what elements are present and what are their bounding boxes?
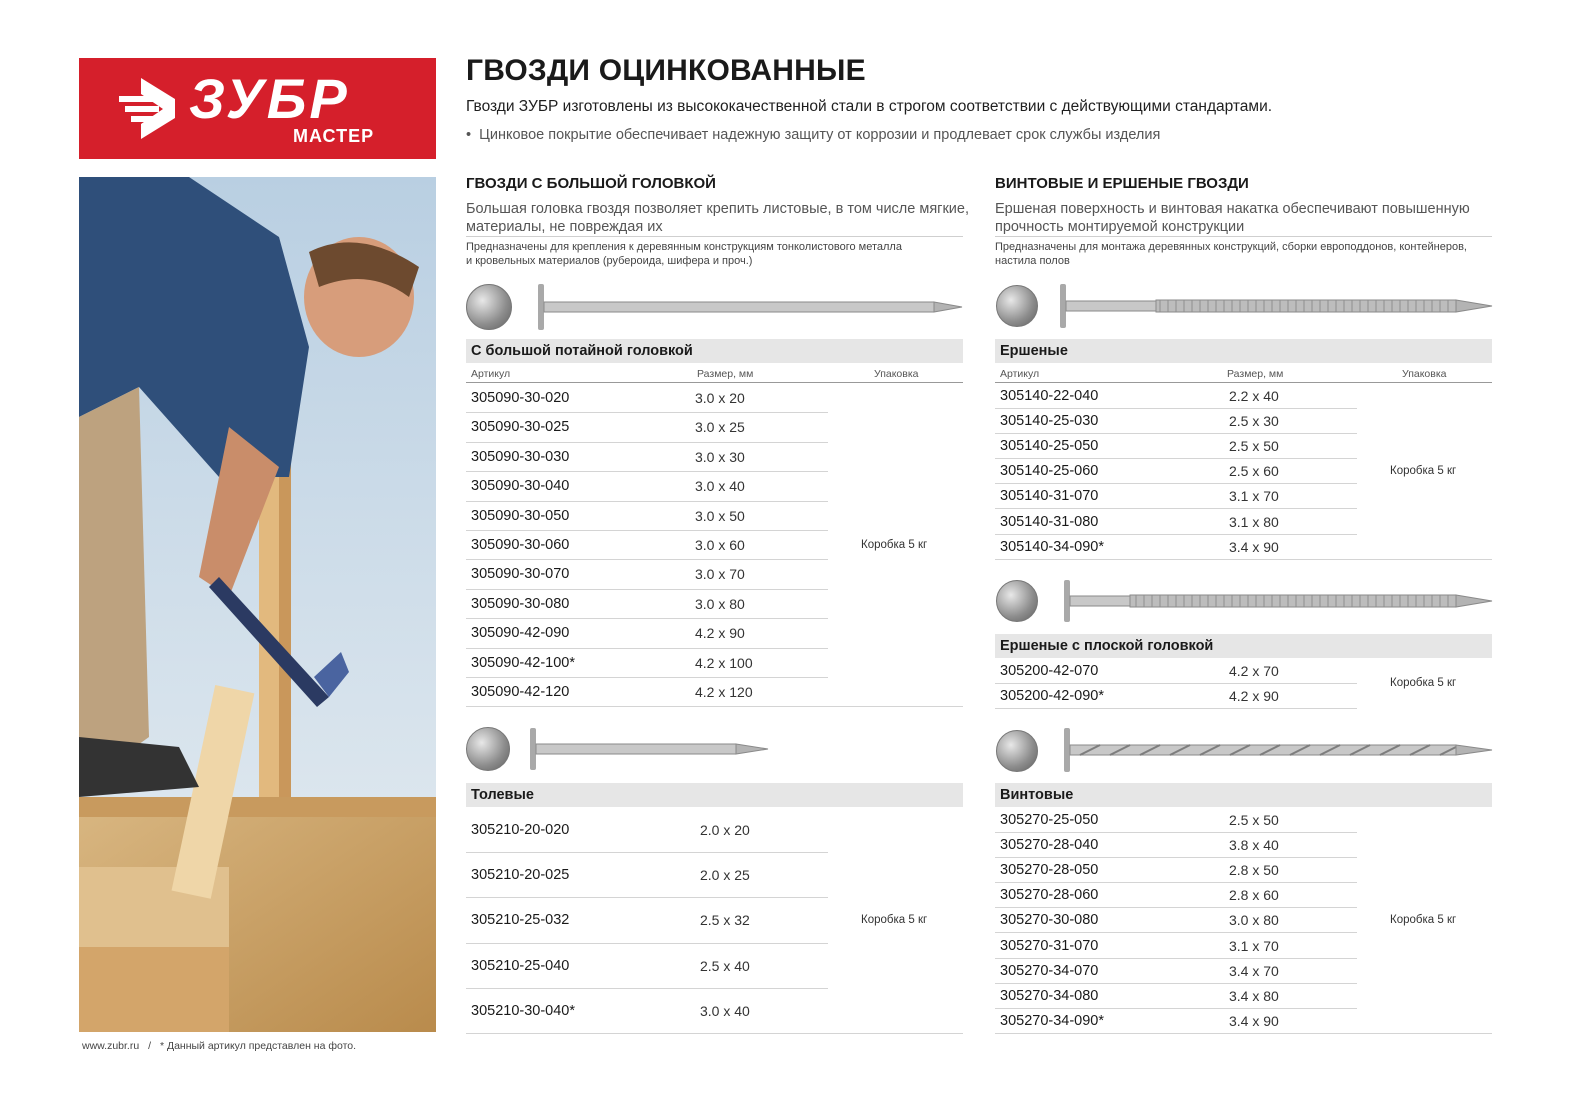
group-title: С большой потайной головкой	[466, 339, 963, 363]
size-cell: 3.0 x 50	[695, 507, 745, 524]
size-cell: 3.0 x 80	[695, 595, 745, 612]
left-heading: ГВОЗДИ С БОЛЬШОЙ ГОЛОВКОЙ	[466, 175, 716, 192]
nail-head-icon	[996, 580, 1038, 622]
table-row	[995, 858, 1492, 883]
size-cell: 2.0 x 20	[700, 822, 750, 838]
pack-label: Коробка 5 кг	[861, 539, 928, 551]
size-cell: 2.8 x 60	[1229, 887, 1279, 904]
size-cell: 3.4 x 80	[1229, 987, 1279, 1004]
col-header-pack: Упаковка	[874, 368, 919, 380]
size-cell: 3.0 x 30	[695, 448, 745, 465]
article-cell: 305210-20-020	[471, 822, 570, 838]
group-title: Винтовые	[995, 783, 1492, 807]
article-cell: 305270-31-070	[1000, 937, 1099, 954]
table-row	[466, 808, 963, 853]
roofing-nail-icon	[526, 726, 772, 772]
right-desc-2: прочность монтируемой конструкции	[995, 219, 1245, 235]
page-title: ГВОЗДИ ОЦИНКОВАННЫЕ	[466, 54, 866, 87]
size-cell: 3.0 x 25	[695, 419, 745, 436]
size-cell: 2.2 x 40	[1229, 388, 1279, 404]
right-note-2: настила полов	[995, 255, 1070, 267]
left-note-2: и кровельных материалов (рубероида, шифера и проч.)	[466, 255, 753, 267]
table-row	[995, 934, 1492, 959]
table-row	[995, 409, 1492, 434]
pack-label: Коробка 5 кг	[1390, 914, 1457, 926]
article-cell: 305140-25-030	[1000, 413, 1099, 430]
divider	[995, 382, 1492, 383]
table-row	[466, 649, 963, 678]
table-row	[995, 434, 1492, 459]
left-desc-1: Большая головка гвоздя позволяет крепить листовые, в том числе мягкие,	[466, 201, 969, 217]
size-cell: 3.1 x 80	[1229, 513, 1279, 530]
table-row	[995, 535, 1492, 560]
size-cell: 3.0 x 80	[1229, 912, 1279, 929]
article-cell: 305090-30-080	[471, 595, 570, 612]
size-cell: 2.5 x 60	[1229, 463, 1279, 480]
article-cell: 305270-34-080	[1000, 987, 1099, 1004]
left-desc-2: материалы, не повреждая их	[466, 219, 663, 235]
article-cell: 305090-30-025	[471, 419, 570, 436]
article-cell: 305270-28-040	[1000, 837, 1099, 854]
flat-head-ringed-nail-icon	[1060, 578, 1496, 624]
table-row	[995, 984, 1492, 1009]
size-cell: 2.5 x 40	[700, 957, 750, 974]
ringed-nail-icon	[1056, 282, 1496, 330]
article-cell: 305140-22-040	[1000, 388, 1099, 404]
footer-note: * Данный артикул представлен на фото.	[159, 1040, 357, 1052]
article-cell: 305140-31-070	[1000, 488, 1099, 505]
size-cell: 4.2 x 100	[695, 654, 753, 671]
article-cell: 305090-30-020	[471, 390, 570, 406]
size-cell: 4.2 x 120	[695, 684, 753, 700]
table-row	[466, 989, 963, 1034]
article-cell: 305090-30-070	[471, 566, 570, 583]
table-row	[466, 502, 963, 531]
col-header-size: Размер, мм	[1227, 368, 1284, 380]
article-cell: 305090-30-040	[471, 478, 570, 495]
right-note-1: Предназначены для монтажа деревянных конструкций, сборки европоддонов, контейнеров,	[995, 241, 1467, 253]
pack-label: Коробка 5 кг	[1390, 465, 1457, 477]
article-cell: 305200-42-090*	[1000, 688, 1105, 705]
article-cell: 305140-31-080	[1000, 513, 1099, 530]
row-divider	[466, 1033, 963, 1034]
size-cell: 3.0 x 60	[695, 537, 745, 553]
group-title: Ершеные с плоской головкой	[995, 634, 1492, 658]
article-cell: 305090-30-030	[471, 448, 570, 465]
table-row	[466, 560, 963, 589]
size-cell: 2.5 x 30	[1229, 413, 1279, 430]
table-row	[995, 959, 1492, 984]
size-cell: 3.0 x 40	[695, 478, 745, 495]
footer-sep: /	[148, 1040, 152, 1052]
size-cell: 3.4 x 90	[1229, 538, 1279, 555]
row-divider	[995, 559, 1492, 560]
size-cell: 3.4 x 90	[1229, 1012, 1279, 1029]
nail-head-icon	[466, 727, 510, 771]
size-cell: 3.1 x 70	[1229, 488, 1279, 505]
table-row	[995, 1009, 1492, 1034]
pack-label: Коробка 5 кг	[861, 914, 928, 926]
article-cell: 305210-30-040*	[471, 1002, 576, 1019]
table-row	[466, 443, 963, 472]
size-cell: 3.4 x 70	[1229, 962, 1279, 979]
worker-photo	[79, 177, 436, 1032]
nail-head-icon	[996, 730, 1038, 772]
table-row	[995, 833, 1492, 858]
article-cell: 305270-28-050	[1000, 862, 1099, 879]
size-cell: 3.8 x 40	[1229, 837, 1279, 854]
row-divider	[466, 706, 963, 707]
table-row	[995, 510, 1492, 535]
col-header-art: Артикул	[1000, 368, 1040, 380]
article-cell: 305210-25-040	[471, 957, 570, 974]
article-cell: 305210-20-025	[471, 867, 570, 884]
article-cell: 305270-28-060	[1000, 887, 1099, 904]
table-row	[466, 472, 963, 501]
size-cell: 2.0 x 25	[700, 867, 750, 884]
footer	[82, 1040, 356, 1052]
group-title: Ершеные	[995, 339, 1492, 363]
size-cell: 3.1 x 70	[1229, 937, 1279, 954]
size-cell: 2.5 x 50	[1229, 812, 1279, 828]
divider	[466, 382, 963, 383]
col-header-art: Артикул	[471, 368, 511, 380]
divider	[466, 236, 963, 237]
brand-logo[interactable]	[79, 58, 436, 159]
article-cell: 305270-25-050	[1000, 812, 1099, 828]
article-cell: 305200-42-070	[1000, 663, 1099, 679]
article-cell: 305140-25-060	[1000, 463, 1099, 480]
size-cell: 2.5 x 50	[1229, 438, 1279, 455]
col-header-pack: Упаковка	[1402, 368, 1447, 380]
size-cell: 2.5 x 32	[700, 912, 750, 929]
table-row	[995, 883, 1492, 908]
table-row	[466, 590, 963, 619]
size-cell: 3.0 x 20	[695, 390, 745, 406]
footer-site[interactable]: www.zubr.ru	[82, 1040, 140, 1052]
row-divider	[995, 708, 1357, 709]
article-cell: 305270-30-080	[1000, 912, 1099, 929]
article-cell: 305090-30-060	[471, 537, 570, 553]
nail-head-icon	[996, 285, 1038, 327]
table-row	[466, 413, 963, 442]
size-cell: 2.8 x 50	[1229, 862, 1279, 879]
nail-head-icon	[466, 284, 512, 330]
table-row	[995, 384, 1492, 409]
article-cell: 305270-34-070	[1000, 962, 1099, 979]
article-cell: 305210-25-032	[471, 912, 570, 929]
row-divider	[995, 1033, 1492, 1034]
brand-name: ЗУБР	[189, 67, 350, 130]
intro-text: Гвозди ЗУБР изготовлены из высококачественной стали в строгом соответствии с действующими стандартами.	[466, 98, 1273, 115]
table-row	[466, 619, 963, 648]
countersunk-nail-icon	[532, 282, 966, 332]
divider	[995, 236, 1492, 237]
col-header-size: Размер, мм	[697, 368, 754, 380]
table-row	[466, 678, 963, 707]
article-cell: 305140-34-090*	[1000, 538, 1105, 555]
pack-label: Коробка 5 кг	[1390, 677, 1457, 689]
size-cell: 4.2 x 90	[695, 625, 745, 642]
size-cell: 4.2 x 90	[1229, 688, 1279, 705]
article-cell: 305090-30-050	[471, 507, 570, 524]
table-row	[466, 853, 963, 898]
article-cell: 305140-25-050	[1000, 438, 1099, 455]
table-row	[995, 808, 1492, 833]
table-row	[995, 484, 1492, 509]
article-cell: 305090-42-090	[471, 625, 570, 642]
group-title: Толевые	[466, 783, 963, 807]
size-cell: 3.0 x 70	[695, 566, 745, 583]
article-cell: 305090-42-120	[471, 684, 570, 700]
brand-sub: МАСТЕР	[293, 126, 375, 146]
right-heading: ВИНТОВЫЕ И ЕРШЕНЫЕ ГВОЗДИ	[995, 175, 1249, 192]
bullet-text: • Цинковое покрытие обеспечивает надежную защиту от коррозии и продлевает срок службы изделия	[466, 127, 1161, 143]
table-row	[466, 384, 963, 413]
bullet-value: Цинковое покрытие обеспечивает надежную защиту от коррозии и продлевает срок службы изделия	[479, 127, 1161, 143]
left-note-1: Предназначены для крепления к деревянным конструкциям тонколистового металла	[466, 241, 902, 253]
size-cell: 4.2 x 70	[1229, 663, 1279, 679]
article-cell: 305270-34-090*	[1000, 1012, 1105, 1029]
table-row	[466, 944, 963, 989]
article-cell: 305090-42-100*	[471, 654, 576, 671]
size-cell: 3.0 x 40	[700, 1002, 750, 1019]
right-desc-1: Ершеная поверхность и винтовая накатка обеспечивают повышенную	[995, 201, 1470, 217]
screw-nail-icon	[1060, 726, 1496, 774]
